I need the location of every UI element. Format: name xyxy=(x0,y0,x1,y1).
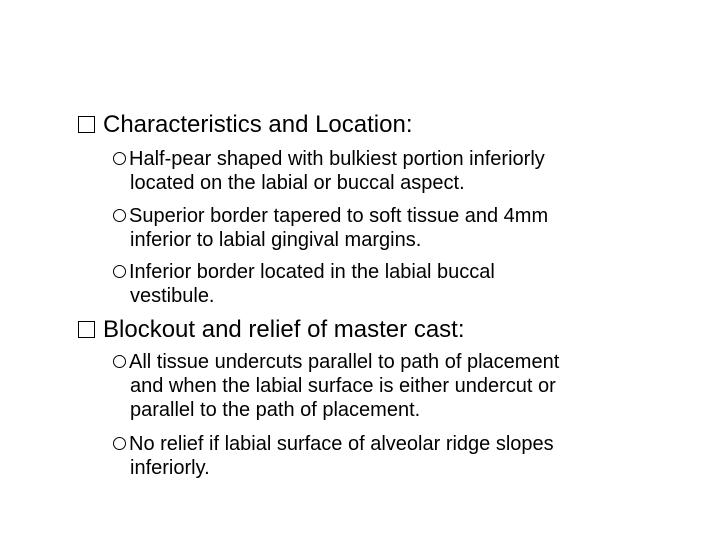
item-text-line: and when the labial surface is either undercut or xyxy=(130,375,556,397)
list-item xyxy=(113,432,554,480)
list-item xyxy=(113,147,545,195)
circle-bullet-icon xyxy=(113,437,126,450)
item-text-line: inferiorly. xyxy=(130,457,210,479)
section-heading-blockout xyxy=(78,316,465,344)
list-item xyxy=(113,260,495,308)
item-text-line: located on the labial or buccal aspect. xyxy=(130,172,465,194)
item-text-line: inferior to labial gingival margins. xyxy=(130,229,422,251)
item-text-line: Half-pear shaped with bulkiest portion inferiorly xyxy=(129,148,545,170)
circle-bullet-icon xyxy=(113,355,126,368)
section-heading-characteristics xyxy=(78,111,413,139)
item-text-line: Superior border tapered to soft tissue and 4mm xyxy=(129,205,549,227)
square-bullet-icon xyxy=(78,116,95,133)
circle-bullet-icon xyxy=(113,265,126,278)
item-text-line: No relief if labial surface of alveolar ridge slopes xyxy=(129,433,554,455)
heading-text: Blockout and relief of master cast: xyxy=(103,316,465,343)
item-text-line: vestibule. xyxy=(130,285,215,307)
list-item xyxy=(113,204,548,252)
item-text-line: All tissue undercuts parallel to path of placement xyxy=(129,351,560,373)
circle-bullet-icon xyxy=(113,209,126,222)
list-item xyxy=(113,350,559,422)
heading-text: Characteristics and Location: xyxy=(103,111,413,138)
circle-bullet-icon xyxy=(113,152,126,165)
item-text-line: Inferior border located in the labial buccal xyxy=(129,261,495,283)
square-bullet-icon xyxy=(78,321,95,338)
item-text-line: parallel to the path of placement. xyxy=(130,399,421,421)
